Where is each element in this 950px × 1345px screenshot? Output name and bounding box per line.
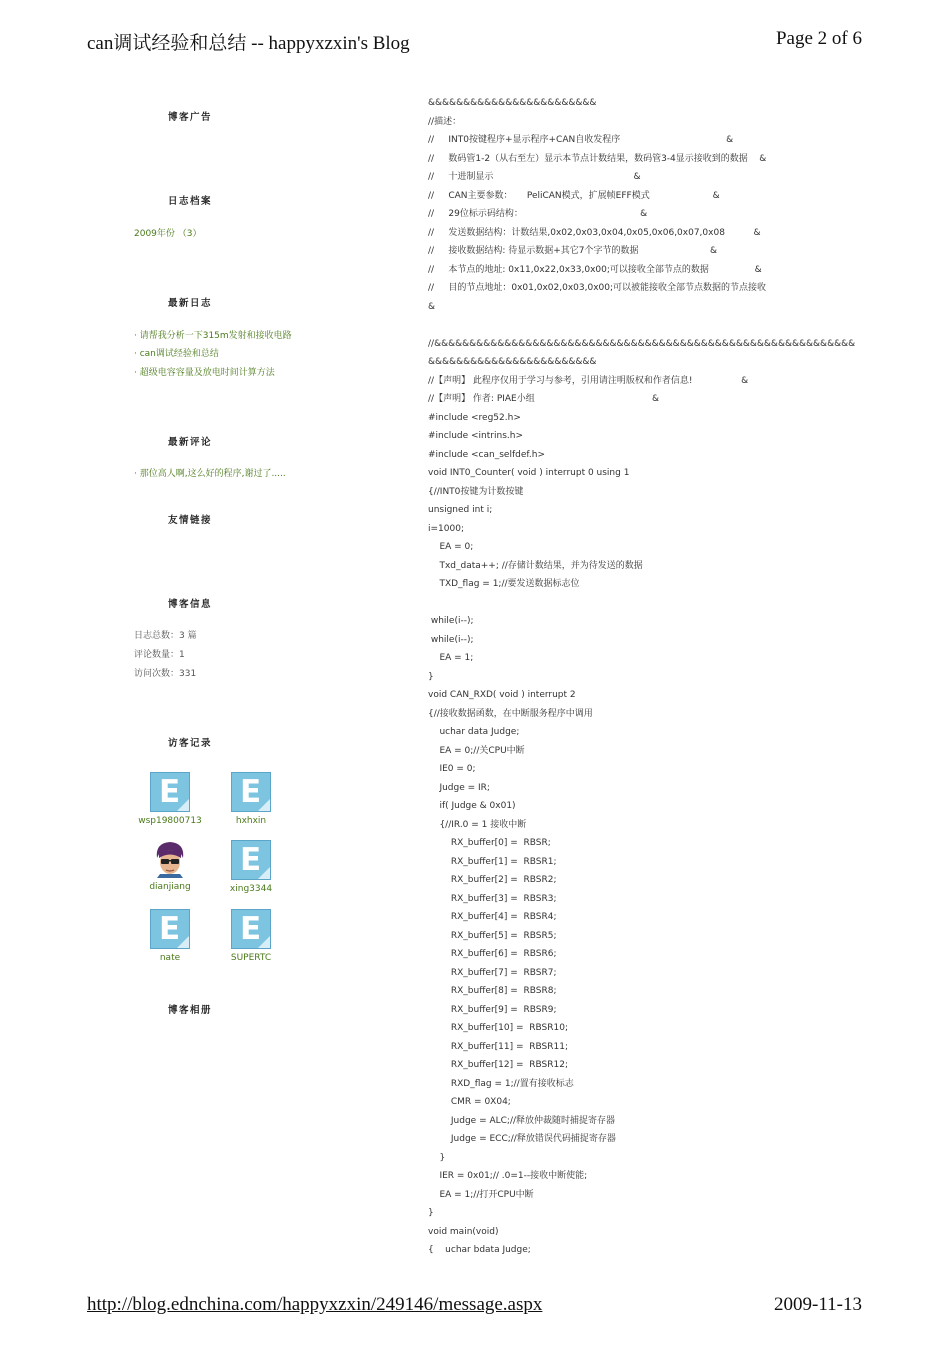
default-avatar-icon[interactable]: E <box>231 840 271 880</box>
archive-title: 日志档案 <box>168 196 213 207</box>
code-line: RX_buffer[4] = RBSR4; <box>428 912 557 922</box>
recent-posts-title: 最新日志 <box>168 298 213 309</box>
comment-count: 评论数量：1 <box>134 650 185 660</box>
code-line: EA = 1; <box>428 653 474 663</box>
code-line: RX_buffer[2] = RBSR2; <box>428 875 557 885</box>
code-line: //描述： <box>428 116 462 127</box>
code-line: EA = 0;//关CPU中断 <box>428 745 525 756</box>
visitor-name[interactable]: SUPERTC <box>230 953 272 963</box>
code-line: //&&&&&&&&&&&&&&&&&&&&&&&&&&&&&&&&&&&&&&&&&&&&&&&&&&&&&&&&&&&& <box>428 338 856 349</box>
code-line: RX_buffer[0] = RBSR; <box>428 838 551 848</box>
code-line: // 十进制显示 & <box>428 172 641 182</box>
visitor-name[interactable]: wsp19800713 <box>138 816 202 826</box>
visitor-name[interactable]: hxhxin <box>235 816 267 826</box>
code-line: IE0 = 0; <box>428 764 476 774</box>
friend-links-title: 友情链接 <box>168 515 213 526</box>
code-line: RX_buffer[8] = RBSR8; <box>428 986 557 996</box>
code-line: // 接收数据结构: 待显示数据+其它7个字节的数据 & <box>428 246 718 256</box>
code-line: // 29位标示码结构： & <box>428 209 648 219</box>
footer-url-link[interactable]: http://blog.ednchina.com/happyxzxin/249146/message.aspx <box>87 1294 543 1315</box>
visitor-name[interactable]: xing3344 <box>229 884 273 894</box>
visitor-item[interactable] <box>130 909 210 963</box>
code-line: &&&&&&&&&&&&&&&&&&&&&&&& <box>428 98 597 108</box>
visitors-title: 访客记录 <box>168 738 213 749</box>
code-line: } <box>428 1152 446 1163</box>
code-line: CMR = 0X04; <box>428 1097 511 1107</box>
default-avatar-icon[interactable]: E <box>231 909 271 949</box>
recent-comments-title: 最新评论 <box>168 437 213 448</box>
code-line: Judge = ECC;//释放错误代码捕捉寄存器 <box>428 1134 616 1144</box>
code-line: //【声明】 此程序仅用于学习与参考，引用请注明版权和作者信息! & <box>428 375 749 386</box>
recent-post-link[interactable]: · can调试经验和总结 <box>134 349 219 359</box>
code-line: i=1000; <box>428 523 464 534</box>
code-line: Judge = IR; <box>428 782 490 793</box>
code-line: // CAN主要参数： PeliCAN模式，扩展帧EFF模式 & <box>428 190 720 201</box>
code-line: EA = 1;//打开CPU中断 <box>428 1189 534 1200</box>
code-line: //【声明】 作者: PIAE小组 & <box>428 394 660 404</box>
archive-link-2009[interactable]: 2009年份 （3） <box>134 229 202 239</box>
code-line: } <box>428 1208 434 1218</box>
code-line <box>428 316 828 335</box>
code-line: #include <reg52.h> <box>428 412 521 423</box>
code-line: void CAN_RXD( void ) interrupt 2 <box>428 690 576 700</box>
code-line: void main(void) <box>428 1226 499 1237</box>
default-avatar-icon[interactable]: E <box>231 772 271 812</box>
recent-post-link[interactable]: · 超级电容容量及放电时间计算方法 <box>134 368 275 378</box>
code-line: RXD_flag = 1;//置有接收标志 <box>428 1078 574 1089</box>
code-line: uchar data Judge; <box>428 727 520 737</box>
code-line: while(i--); <box>428 634 474 645</box>
code-line: RX_buffer[6] = RBSR6; <box>428 949 557 959</box>
footer-date: 2009-11-13 <box>774 1294 862 1315</box>
code-line: & <box>428 301 436 312</box>
visitor-item[interactable] <box>211 909 291 963</box>
code-line: } <box>428 671 434 682</box>
code-line: RX_buffer[1] = RBSR1; <box>428 856 557 867</box>
code-line: void INT0_Counter( void ) interrupt 0 using 1 <box>428 468 630 478</box>
code-line: RX_buffer[5] = RBSR5; <box>428 930 557 941</box>
default-avatar-icon[interactable]: E <box>150 772 190 812</box>
code-line: while(i--); <box>428 616 474 626</box>
code-line: unsigned int i; <box>428 505 493 515</box>
visitor-item[interactable] <box>130 840 210 892</box>
code-line: {//INT0按键为计数按键 <box>428 486 524 497</box>
blog-info-title: 博客信息 <box>168 599 213 610</box>
blog-ads-title: 博客广告 <box>168 112 213 123</box>
visitor-item[interactable] <box>211 772 291 826</box>
code-listing <box>428 94 856 1260</box>
page-number: Page 2 of 6 <box>775 28 862 49</box>
default-avatar-icon[interactable]: E <box>150 909 190 949</box>
recent-post-link[interactable]: · 请帮我分析一下315m发射和接收电路 <box>134 331 292 341</box>
code-line: Judge = ALC;//释放仲裁随时捕捉寄存器 <box>428 1115 616 1126</box>
code-line: // 发送数据结构：计数结果,0x02,0x03,0x04,0x05,0x06,0x07,0x08 & <box>428 227 761 238</box>
blog-album-title: 博客相册 <box>168 1005 213 1016</box>
visitor-item[interactable] <box>130 772 210 826</box>
code-line <box>428 594 828 613</box>
code-line: // 目的节点地址：0x01,0x02,0x03,0x00;可以被能接收全部节点数据的节点接收 <box>428 283 767 293</box>
code-line: RX_buffer[9] = RBSR9; <box>428 1004 557 1015</box>
code-line: RX_buffer[3] = RBSR3; <box>428 893 557 904</box>
code-line: // 数码管1-2（从右至左）显示本节点计数结果，数码管3-4显示接收到的数据 & <box>428 153 767 164</box>
page-header-title: can调试经验和总结 -- happyxzxin's Blog <box>87 33 410 54</box>
code-line: { uchar bdata Judge; <box>428 1245 531 1255</box>
visitor-name[interactable]: dianjiang <box>149 882 191 892</box>
code-line: {//接收数据函数，在中断服务程序中调用 <box>428 708 593 719</box>
code-line: IER = 0x01;// .0=1--接收中断使能; <box>428 1171 588 1181</box>
code-line: Txd_data++; //存储计数结果，并为待发送的数据 <box>428 560 643 571</box>
code-line: RX_buffer[12] = RBSR12; <box>428 1060 568 1070</box>
code-line: #include <intrins.h> <box>428 431 523 441</box>
visitor-name[interactable]: nate <box>159 953 181 963</box>
post-count: 日志总数：3 篇 <box>134 631 197 641</box>
visit-count: 访问次数：331 <box>134 669 197 679</box>
code-line: EA = 0; <box>428 542 474 552</box>
code-line: &&&&&&&&&&&&&&&&&&&&&&&& <box>428 357 597 367</box>
recent-comment-link[interactable]: · 那位高人啊,这么好的程序,谢过了..... <box>134 469 286 479</box>
code-line: TXD_flag = 1;//要发送数据标志位 <box>428 579 580 589</box>
user-portrait-avatar[interactable] <box>151 840 189 878</box>
code-line: // 本节点的地址: 0x11,0x22,0x33,0x00;可以接收全部节点的数据 & <box>428 264 762 275</box>
visitor-item[interactable] <box>211 840 291 894</box>
blog-sidebar <box>0 0 400 1345</box>
code-line: RX_buffer[10] = RBSR10; <box>428 1023 568 1033</box>
code-line: #include <can_selfdef.h> <box>428 449 545 460</box>
code-line: RX_buffer[7] = RBSR7; <box>428 967 557 978</box>
code-line: if( Judge & 0x01) <box>428 801 516 811</box>
code-line: // INT0按键程序+显示程序+CAN自收发程序 & <box>428 135 734 145</box>
code-line: {//IR.0 = 1 接收中断 <box>428 819 527 830</box>
code-line: RX_buffer[11] = RBSR11; <box>428 1041 568 1052</box>
